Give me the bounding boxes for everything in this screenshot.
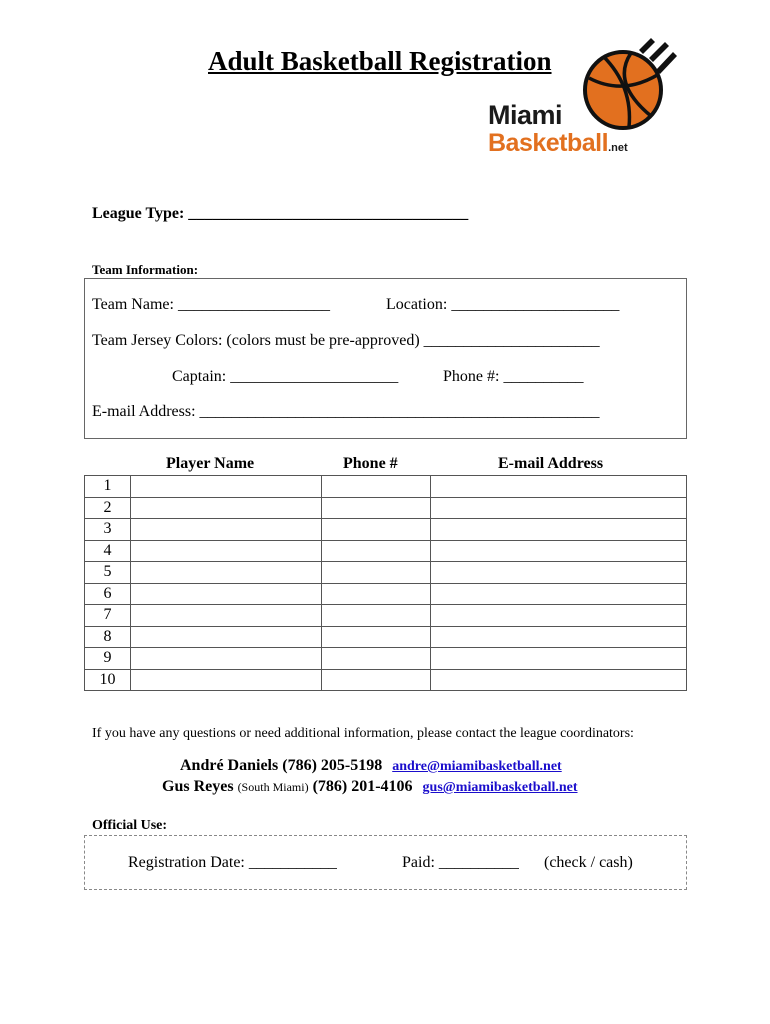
player-name-cell[interactable]	[131, 519, 322, 541]
player-name-cell[interactable]	[131, 669, 322, 691]
player-name-cell[interactable]	[131, 605, 322, 627]
player-phone-cell[interactable]	[322, 540, 431, 562]
table-row	[85, 562, 687, 584]
row-number: 6	[85, 583, 131, 605]
league-type-blank: ___________________________________	[188, 205, 469, 222]
table-row	[85, 476, 687, 498]
player-email-cell[interactable]	[431, 519, 687, 541]
table-row	[85, 648, 687, 670]
table-row	[85, 605, 687, 627]
email-address-field[interactable]: E-mail Address: __________________________________________________	[92, 403, 600, 420]
player-phone-cell[interactable]	[322, 626, 431, 648]
league-type-field[interactable]	[92, 205, 468, 223]
player-email-cell[interactable]	[431, 669, 687, 691]
header-email: E-mail Address	[498, 455, 604, 472]
coordinator-name: André Daniels	[180, 757, 279, 774]
player-email-cell[interactable]	[431, 540, 687, 562]
row-number: 3	[85, 519, 131, 541]
logo-text-net: .net	[608, 142, 628, 154]
coordinator-note: (South Miami)	[237, 780, 309, 794]
basketball-icon	[581, 38, 681, 133]
league-type-label: League Type:	[92, 205, 185, 222]
player-phone-cell[interactable]	[322, 669, 431, 691]
header-player-name: Player Name	[166, 455, 255, 472]
coordinator-phone: (786) 205-5198	[282, 757, 383, 774]
coordinator-gus	[162, 778, 578, 796]
player-phone-cell[interactable]	[322, 497, 431, 519]
player-phone-cell[interactable]	[322, 583, 431, 605]
table-row	[85, 519, 687, 541]
player-email-cell[interactable]	[431, 626, 687, 648]
row-number: 1	[85, 476, 131, 498]
player-roster-table	[84, 475, 687, 691]
player-name-cell[interactable]	[131, 540, 322, 562]
player-phone-cell[interactable]	[322, 476, 431, 498]
coordinator-name: Gus Reyes	[162, 778, 234, 795]
table-row	[85, 583, 687, 605]
official-use-label: Official Use:	[92, 818, 168, 833]
player-email-cell[interactable]	[431, 648, 687, 670]
payment-method: (check / cash)	[544, 854, 633, 871]
table-row	[85, 497, 687, 519]
captain-field[interactable]: Captain: _____________________	[172, 368, 399, 385]
player-email-cell[interactable]	[431, 562, 687, 584]
player-name-cell[interactable]	[131, 583, 322, 605]
logo-text-miami: Miami	[488, 100, 563, 130]
row-number: 2	[85, 497, 131, 519]
row-number: 10	[85, 669, 131, 691]
player-email-cell[interactable]	[431, 605, 687, 627]
row-number: 8	[85, 626, 131, 648]
player-phone-cell[interactable]	[322, 605, 431, 627]
logo-text-basketball: Basketball.net	[488, 129, 628, 157]
miami-basketball-logo	[488, 38, 688, 158]
row-number: 9	[85, 648, 131, 670]
row-number: 5	[85, 562, 131, 584]
player-email-cell[interactable]	[431, 497, 687, 519]
player-phone-cell[interactable]	[322, 519, 431, 541]
player-phone-cell[interactable]	[322, 648, 431, 670]
table-row	[85, 540, 687, 562]
page-title: Adult Basketball Registration	[208, 46, 552, 76]
row-number: 4	[85, 540, 131, 562]
coordinator-email-link[interactable]: andre@miamibasketball.net	[392, 759, 562, 774]
player-email-cell[interactable]	[431, 476, 687, 498]
paid-field[interactable]: Paid: __________	[402, 854, 519, 871]
header-phone: Phone #	[343, 455, 398, 472]
player-name-cell[interactable]	[131, 476, 322, 498]
team-name-field[interactable]: Team Name: ___________________	[92, 296, 330, 313]
jersey-colors-field[interactable]: Team Jersey Colors: (colors must be pre-approved) ______________________	[92, 332, 600, 349]
table-row	[85, 669, 687, 691]
contact-intro: If you have any questions or need additional information, please contact the league coordinators:	[92, 726, 634, 741]
table-row	[85, 626, 687, 648]
captain-phone-field[interactable]: Phone #: __________	[443, 368, 584, 385]
coordinator-phone: (786) 201-4106	[312, 778, 413, 795]
player-name-cell[interactable]	[131, 648, 322, 670]
team-information-label: Team Information:	[92, 262, 199, 277]
player-email-cell[interactable]	[431, 583, 687, 605]
location-field[interactable]: Location: _____________________	[386, 296, 620, 313]
player-phone-cell[interactable]	[322, 562, 431, 584]
player-name-cell[interactable]	[131, 562, 322, 584]
registration-date-field[interactable]: Registration Date: ___________	[128, 854, 337, 871]
row-number: 7	[85, 605, 131, 627]
coordinator-email-link[interactable]: gus@miamibasketball.net	[422, 780, 578, 795]
player-name-cell[interactable]	[131, 626, 322, 648]
player-name-cell[interactable]	[131, 497, 322, 519]
coordinator-andre	[180, 757, 562, 775]
